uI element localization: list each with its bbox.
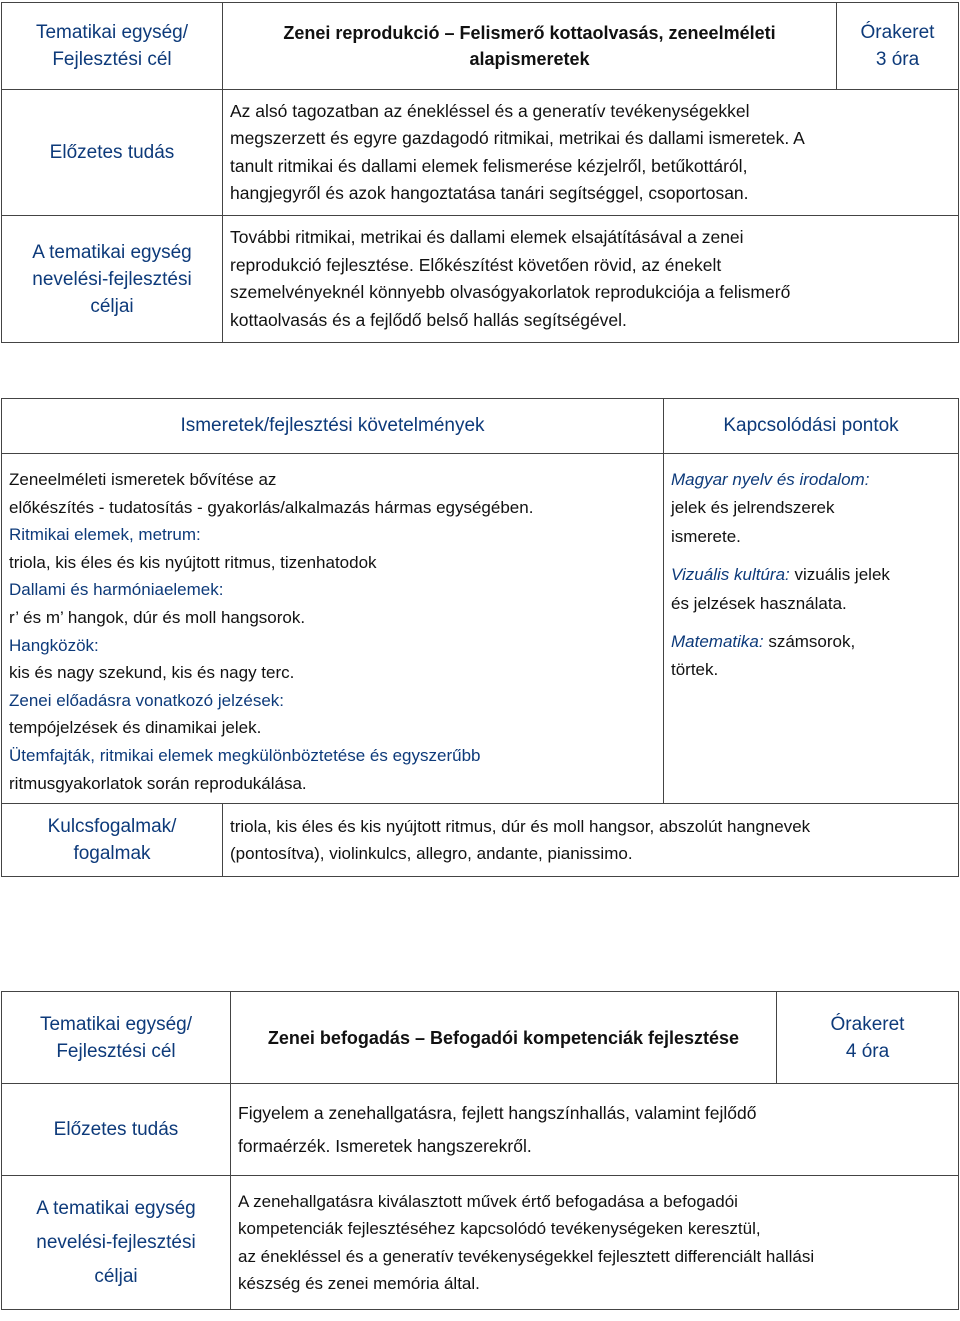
connection-subject: Magyar nyelv és irodalom:	[671, 470, 870, 489]
unit2-prior-text	[231, 1084, 959, 1176]
prior-label-text: Előzetes tudás	[53, 1119, 179, 1140]
goals-line: kottaolvasás és a fejlődő belső hallás segítségével.	[230, 309, 627, 330]
req-line: előkészítés - tudatosítás - gyakorlás/alkalmazás hármas egységében.	[9, 497, 534, 517]
theme-label-line: Tematikai egység/	[39, 1013, 193, 1035]
goals-line: az énekléssel és a generatív tevékenységekkel fejlesztett differenciált hallási	[238, 1246, 815, 1266]
goals-label-line: A tematikai egység	[32, 241, 192, 263]
prior-line: Figyelem a zenehallgatásra, fejlett hangszínhallás, valamint fejlődő	[238, 1102, 757, 1123]
prior-label-text: Előzetes tudás	[49, 142, 175, 163]
connection-line: és jelzések használata.	[671, 593, 847, 613]
unit1-prior-text	[223, 90, 959, 216]
requirements-header-text: Ismeretek/fejlesztési követelmények	[180, 415, 485, 436]
req-line: r’ és m’ hangok, dúr és moll hangsorok.	[9, 607, 306, 627]
key-line: triola, kis éles és kis nyújtott ritmus, dúr és moll hangsor, abszolút hangnevek	[230, 816, 811, 836]
connection-item	[671, 628, 952, 685]
goals-line: További ritmikai, metrikai és dallami elemek elsajátításával a zenei	[230, 227, 744, 247]
theme-label-line: Tematikai egység/	[35, 22, 189, 43]
req-subheading: Hangközök:	[9, 635, 99, 655]
connection-line: vizuális jelek	[789, 565, 890, 585]
req-subheading: Dallami és harmóniaelemek:	[9, 580, 224, 600]
goals-line: kompetenciák fejlesztéséhez kapcsolódó tevékenységeken keresztül,	[238, 1219, 761, 1238]
hours-value: 3 óra	[875, 49, 920, 70]
req-line: ritmusgyakorlatok során reprodukálása.	[9, 773, 307, 793]
unit1-theme-label	[2, 3, 223, 90]
hours-label: Órakeret	[860, 22, 935, 43]
unit1-goals-label	[2, 216, 223, 343]
unit2-theme-label	[2, 992, 231, 1084]
requirements-body	[2, 454, 664, 804]
hours-value: 4 óra	[845, 1040, 890, 1062]
goals-label-line: céljai	[90, 295, 134, 317]
req-line: tempójelzések és dinamikai jelek.	[9, 718, 262, 738]
goals-label-line: céljai	[94, 1265, 138, 1287]
connection-subject: Vizuális kultúra:	[671, 565, 790, 585]
connection-line: törtek.	[671, 660, 719, 680]
req-subheading: Ritmikai elemek, metrum:	[9, 525, 201, 545]
unit2-title	[231, 992, 777, 1084]
unit2-goals-text	[231, 1176, 959, 1310]
unit2-prior-label	[2, 1084, 231, 1176]
requirements-header	[2, 399, 664, 454]
key-line: (pontosítva), violinkulcs, allegro, andante, pianissimo.	[230, 844, 633, 863]
title-line: alapismeretek	[469, 49, 590, 69]
connection-item	[671, 561, 952, 618]
connections-header	[664, 399, 959, 454]
connections-header-text: Kapcsolódási pontok	[723, 415, 899, 436]
connection-subject: Matematika:	[671, 632, 764, 652]
hours-label: Órakeret	[830, 1013, 905, 1035]
unit1-goals-text	[223, 216, 959, 343]
unit1-prior-label	[2, 90, 223, 216]
unit2-goals-label	[2, 1176, 231, 1310]
prior-line: formaérzék. Ismeretek hangszerekről.	[238, 1135, 532, 1156]
goals-label-line: nevelési-fejlesztési	[36, 1231, 196, 1253]
prior-line: tanult ritmikai és dallami elemek felismerése kézjelről, betűkottáról,	[230, 155, 748, 176]
req-subheading: Ütemfajták, ritmikai elemek megkülönböztetése és egyszerűbb	[9, 745, 481, 765]
req-subheading: Zenei előadásra vonatkozó jelzések:	[9, 690, 284, 710]
goals-line: reprodukció fejlesztése. Előkészítést követően rövid, az énekelt	[230, 254, 722, 275]
req-line: kis és nagy szekund, kis és nagy terc.	[9, 663, 295, 683]
goals-line: A zenehallgatásra kiválasztott művek értő befogadása a befogadói	[238, 1191, 738, 1211]
goals-line: készség és zenei memória által.	[238, 1274, 480, 1293]
key-label-line: fogalmak	[73, 843, 151, 864]
prior-line: Az alsó tagozatban az énekléssel és a generatív tevékenységekkel	[230, 100, 750, 121]
unit1-hours	[837, 3, 959, 90]
unit2-table	[1, 991, 959, 1310]
req-line: triola, kis éles és kis nyújtott ritmus, tizenhatodok	[9, 552, 377, 572]
connections-body	[664, 454, 959, 804]
theme-label-line: Fejlesztési cél	[56, 1040, 176, 1062]
connection-item	[671, 466, 952, 551]
title-text: Zenei befogadás – Befogadói kompetenciák fejlesztése	[267, 1027, 740, 1048]
key-concepts-text	[223, 804, 959, 877]
theme-label-line: Fejlesztési cél	[52, 49, 172, 70]
title-line: Zenei reprodukció – Felismerő kottaolvasás, zeneelméleti	[283, 23, 776, 43]
key-concepts-label	[2, 804, 223, 877]
goals-label-line: A tematikai egység	[36, 1197, 196, 1219]
unit2-hours	[777, 992, 959, 1084]
key-label-line: Kulcsfogalmak/	[47, 816, 177, 837]
connection-line: ismerete.	[671, 526, 741, 546]
goals-line: szemelvényeknél könnyebb olvasógyakorlatok reprodukciója a felismerő	[230, 282, 791, 302]
goals-label-line: nevelési-fejlesztési	[32, 268, 192, 290]
connection-line: jelek és jelrendszerek	[671, 498, 835, 518]
requirements-table	[1, 398, 959, 877]
connection-line: számsorok,	[763, 632, 856, 652]
unit1-table	[1, 2, 959, 343]
prior-line: megszerzett és egyre gazdagodó ritmikai, metrikai és dallami ismeretek. A	[230, 128, 805, 148]
prior-line: hangjegyről és azok hangoztatása tanári segítséggel, csoportosan.	[230, 183, 749, 203]
req-line: Zeneelméleti ismeretek bővítése az	[9, 470, 277, 489]
unit1-title	[223, 3, 837, 90]
